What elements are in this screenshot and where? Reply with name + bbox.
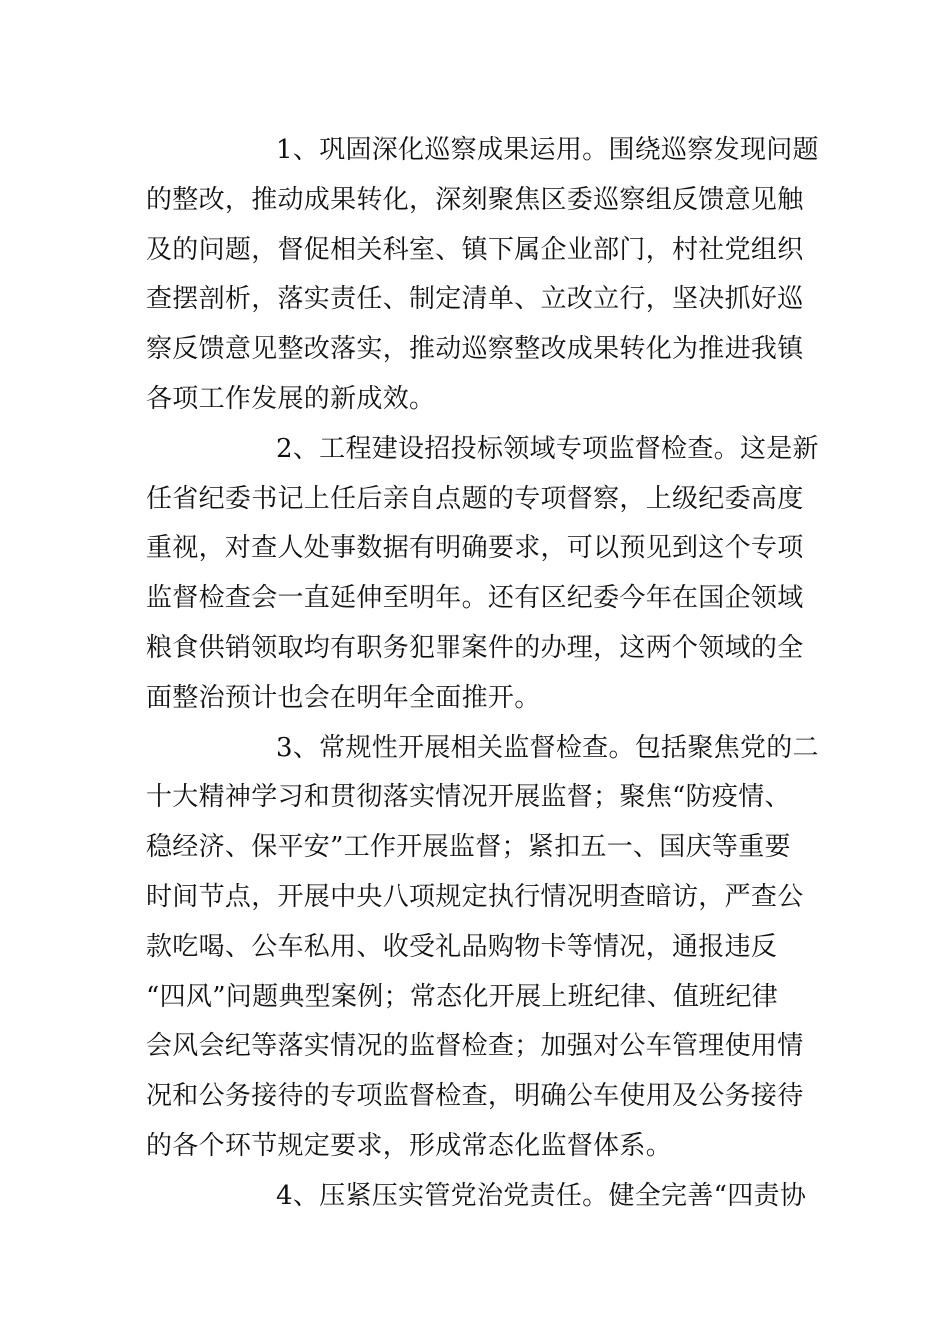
paragraph-line: 会风会纪等落实情况的监督检查；加强对公车管理使用情 <box>146 1031 804 1062</box>
paragraph-line: 各项工作发展的新成效。 <box>146 383 436 414</box>
paragraph-line: 稳经济、保平安”工作开展监督；紧扣五一、国庆等重要 <box>146 832 791 863</box>
paragraph-line: 1、巩固深化巡察成果运用。围绕巡察发现问题 <box>276 135 819 165</box>
paragraph-line: 款吃喝、公车私用、收受礼品购物卡等情况，通报违反 <box>146 931 778 962</box>
paragraph-line: 4、压紧压实管党治党责任。健全完善“四责协 <box>276 1180 807 1211</box>
paragraph-line: 及的问题，督促相关科室、镇下属企业部门，村社党组织 <box>146 234 804 265</box>
paragraph-2 <box>146 425 826 724</box>
document-body <box>146 126 826 1222</box>
paragraph-line: “四风”问题典型案例；常态化开展上班纪律、值班纪律 <box>146 981 779 1012</box>
paragraph-line: 监督检查会一直延伸至明年。还有区纪委今年在国企领域 <box>146 583 804 614</box>
paragraph-1 <box>146 126 826 425</box>
paragraph-line: 任省纪委书记上任后亲自点题的专项督察，上级纪委高度 <box>146 483 804 514</box>
paragraph-line: 3、常规性开展相关监督检查。包括聚焦党的二 <box>276 732 819 763</box>
paragraph-line: 时间节点，开展中央八项规定执行情况明查暗访，严查公 <box>146 881 804 912</box>
paragraph-line: 的各个环节规定要求，形成常态化监督体系。 <box>146 1130 673 1161</box>
paragraph-3 <box>146 724 826 1172</box>
paragraph-line: 面整治预计也会在明年全面推开。 <box>146 682 541 713</box>
paragraph-line: 况和公务接待的专项监督检查，明确公车使用及公务接待 <box>146 1081 804 1112</box>
paragraph-line: 的整改，推动成果转化，深刻聚焦区委巡察组反馈意见触 <box>146 184 804 215</box>
paragraph-line: 十大精神学习和贯彻落实情况开展监督；聚焦“防疫情、 <box>146 782 791 813</box>
paragraph-line: 粮食供销领取均有职务犯罪案件的办理，这两个领域的全 <box>146 632 804 663</box>
paragraph-line: 查摆剖析，落实责任、制定清单、立改立行，坚决抓好巡 <box>146 284 804 315</box>
paragraph-4 <box>146 1172 826 1222</box>
paragraph-line: 重视，对查人处事数据有明确要求，可以预见到这个专项 <box>146 533 804 564</box>
paragraph-line: 察反馈意见整改落实，推动巡察整改成果转化为推进我镇 <box>146 334 804 365</box>
paragraph-line: 2、工程建设招投标领域专项监督检查。这是新 <box>276 433 819 464</box>
